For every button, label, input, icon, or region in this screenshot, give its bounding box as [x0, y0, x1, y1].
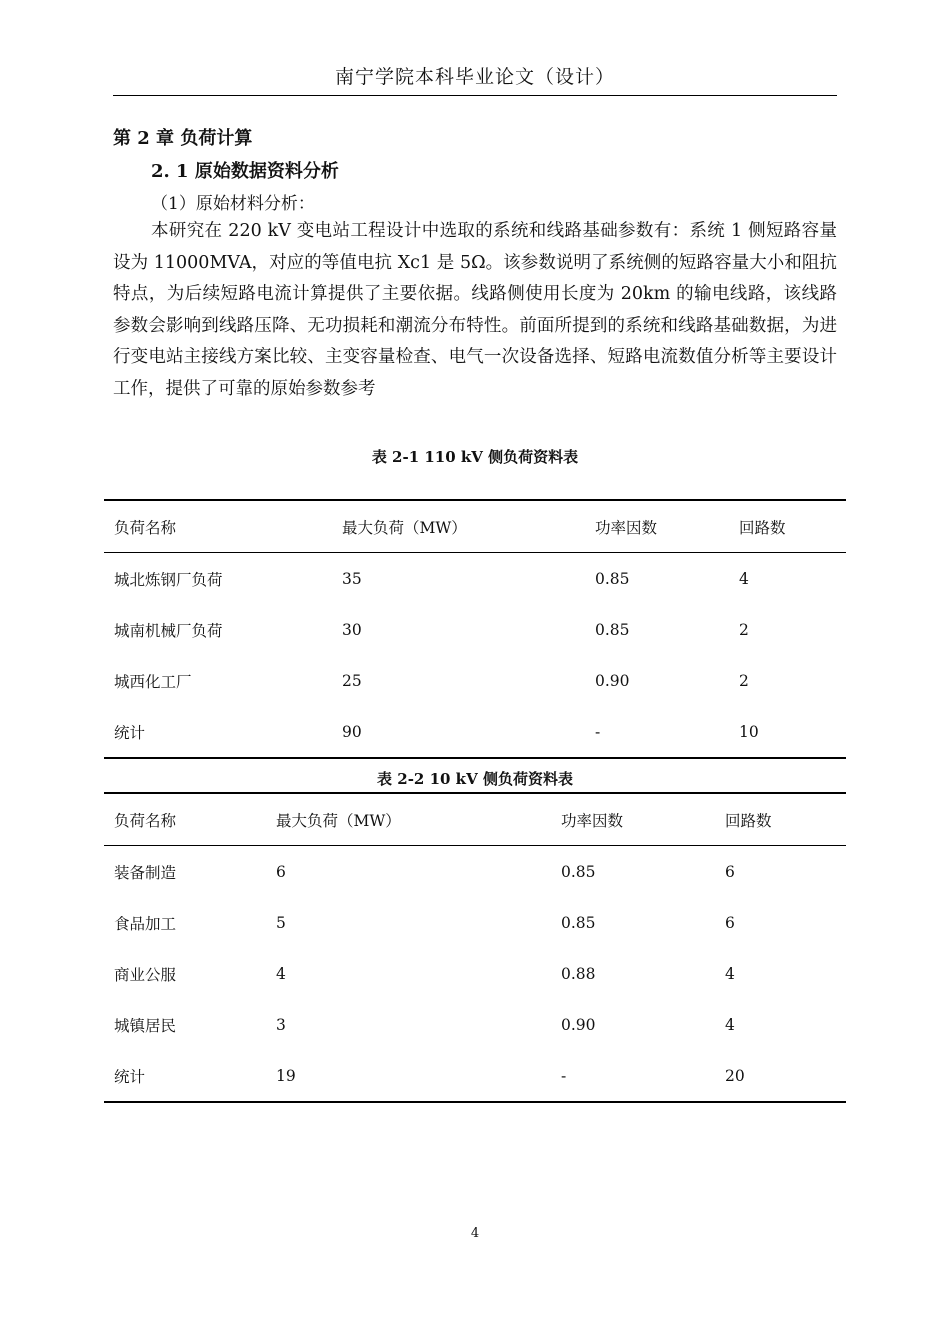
table-cell: 20 [725, 1066, 745, 1085]
table-cell: 4 [725, 1015, 735, 1034]
body-paragraph: 本研究在 220 kV 变电站工程设计中选取的系统和线路基础参数有：系统 1 侧短路容量设为 11000MVA，对应的等值电抗 Xc1 是 5Ω。该参数说明了系统侧的短路容量大小和阻抗特点，为后续短路电流计算提供了主要依据。线路侧使用长度为 20km 的输电线路，该线路参数会影响到线路压降、无功损耗和潮流分布特性。前面所提到的系统和线路基础数据，为进行变电站主接线方案比较、主变容量检查、电气一次设备选择、短路电流数值分析等主要设计工作，提供了可靠的原始参数参考 [113, 221, 837, 399]
table-cell: 城镇居民 [114, 1016, 177, 1035]
table-cell: 6 [725, 862, 735, 881]
table-10kv-loads [104, 792, 846, 1103]
table-row [104, 999, 846, 1050]
header-cell: 最大负荷（MW） [332, 500, 585, 553]
table-cell: 4 [276, 964, 286, 983]
table-header-row [104, 500, 846, 553]
table-cell: 6 [725, 913, 735, 932]
table-cell: 30 [342, 620, 362, 639]
table-row [104, 897, 846, 948]
table-cell: - [561, 1066, 567, 1085]
table-cell: 0.85 [561, 862, 596, 881]
header-cell: 回路数 [729, 500, 846, 553]
table-row [104, 948, 846, 999]
table-header-row [104, 793, 846, 846]
table-cell: 城西化工厂 [114, 672, 192, 691]
table-cell: 城南机械厂负荷 [114, 621, 223, 640]
subsection-title: （1）原始材料分析： [151, 194, 315, 214]
table-row [104, 604, 846, 655]
table-cell: 35 [342, 569, 362, 588]
page-number: 4 [470, 1226, 480, 1241]
header-rule [113, 95, 837, 96]
table-cell: 城北炼钢厂负荷 [114, 570, 223, 589]
table-cell: 5 [276, 913, 286, 932]
header-cell: 负荷名称 [104, 793, 266, 846]
header-cell: 负荷名称 [104, 500, 332, 553]
table-cell: - [595, 722, 601, 741]
table-cell: 商业公服 [114, 965, 177, 984]
header-cell: 回路数 [715, 793, 846, 846]
table-cell: 装备制造 [114, 863, 177, 882]
table-cell: 2 [739, 620, 749, 639]
table-row [104, 553, 846, 605]
table-cell: 0.90 [561, 1015, 596, 1034]
table-row [104, 706, 846, 758]
table-cell: 食品加工 [114, 914, 177, 933]
table-cell: 0.88 [561, 964, 596, 983]
table-row [104, 655, 846, 706]
section-title: 2. 1 原始数据资料分析 [151, 161, 339, 182]
table-row [104, 1050, 846, 1102]
table-cell: 统计 [114, 1067, 146, 1086]
table-cell: 0.85 [561, 913, 596, 932]
table-cell: 2 [739, 671, 749, 690]
table-1-caption: 表 2-1 110 kV 侧负荷资料表 [371, 448, 579, 466]
table-cell: 统计 [114, 723, 146, 742]
table-cell: 3 [276, 1015, 286, 1034]
table-cell: 6 [276, 862, 286, 881]
table-cell: 0.85 [595, 569, 630, 588]
table-2-caption: 表 2-2 10 kV 侧负荷资料表 [377, 770, 573, 788]
header-cell: 最大负荷（MW） [266, 793, 551, 846]
table-cell: 19 [276, 1066, 296, 1085]
header-cell: 功率因数 [551, 793, 715, 846]
table-row [104, 846, 846, 898]
table-110kv-loads [104, 499, 846, 759]
header-cell: 功率因数 [585, 500, 729, 553]
table-cell: 25 [342, 671, 362, 690]
table-cell: 90 [342, 722, 362, 741]
table-cell: 0.85 [595, 620, 630, 639]
table-cell: 4 [725, 964, 735, 983]
running-header: 南宁学院本科毕业论文（设计） [334, 66, 615, 88]
table-cell: 4 [739, 569, 749, 588]
table-cell: 10 [739, 722, 759, 741]
chapter-title: 第 2 章 负荷计算 [113, 128, 253, 149]
table-cell: 0.90 [595, 671, 630, 690]
